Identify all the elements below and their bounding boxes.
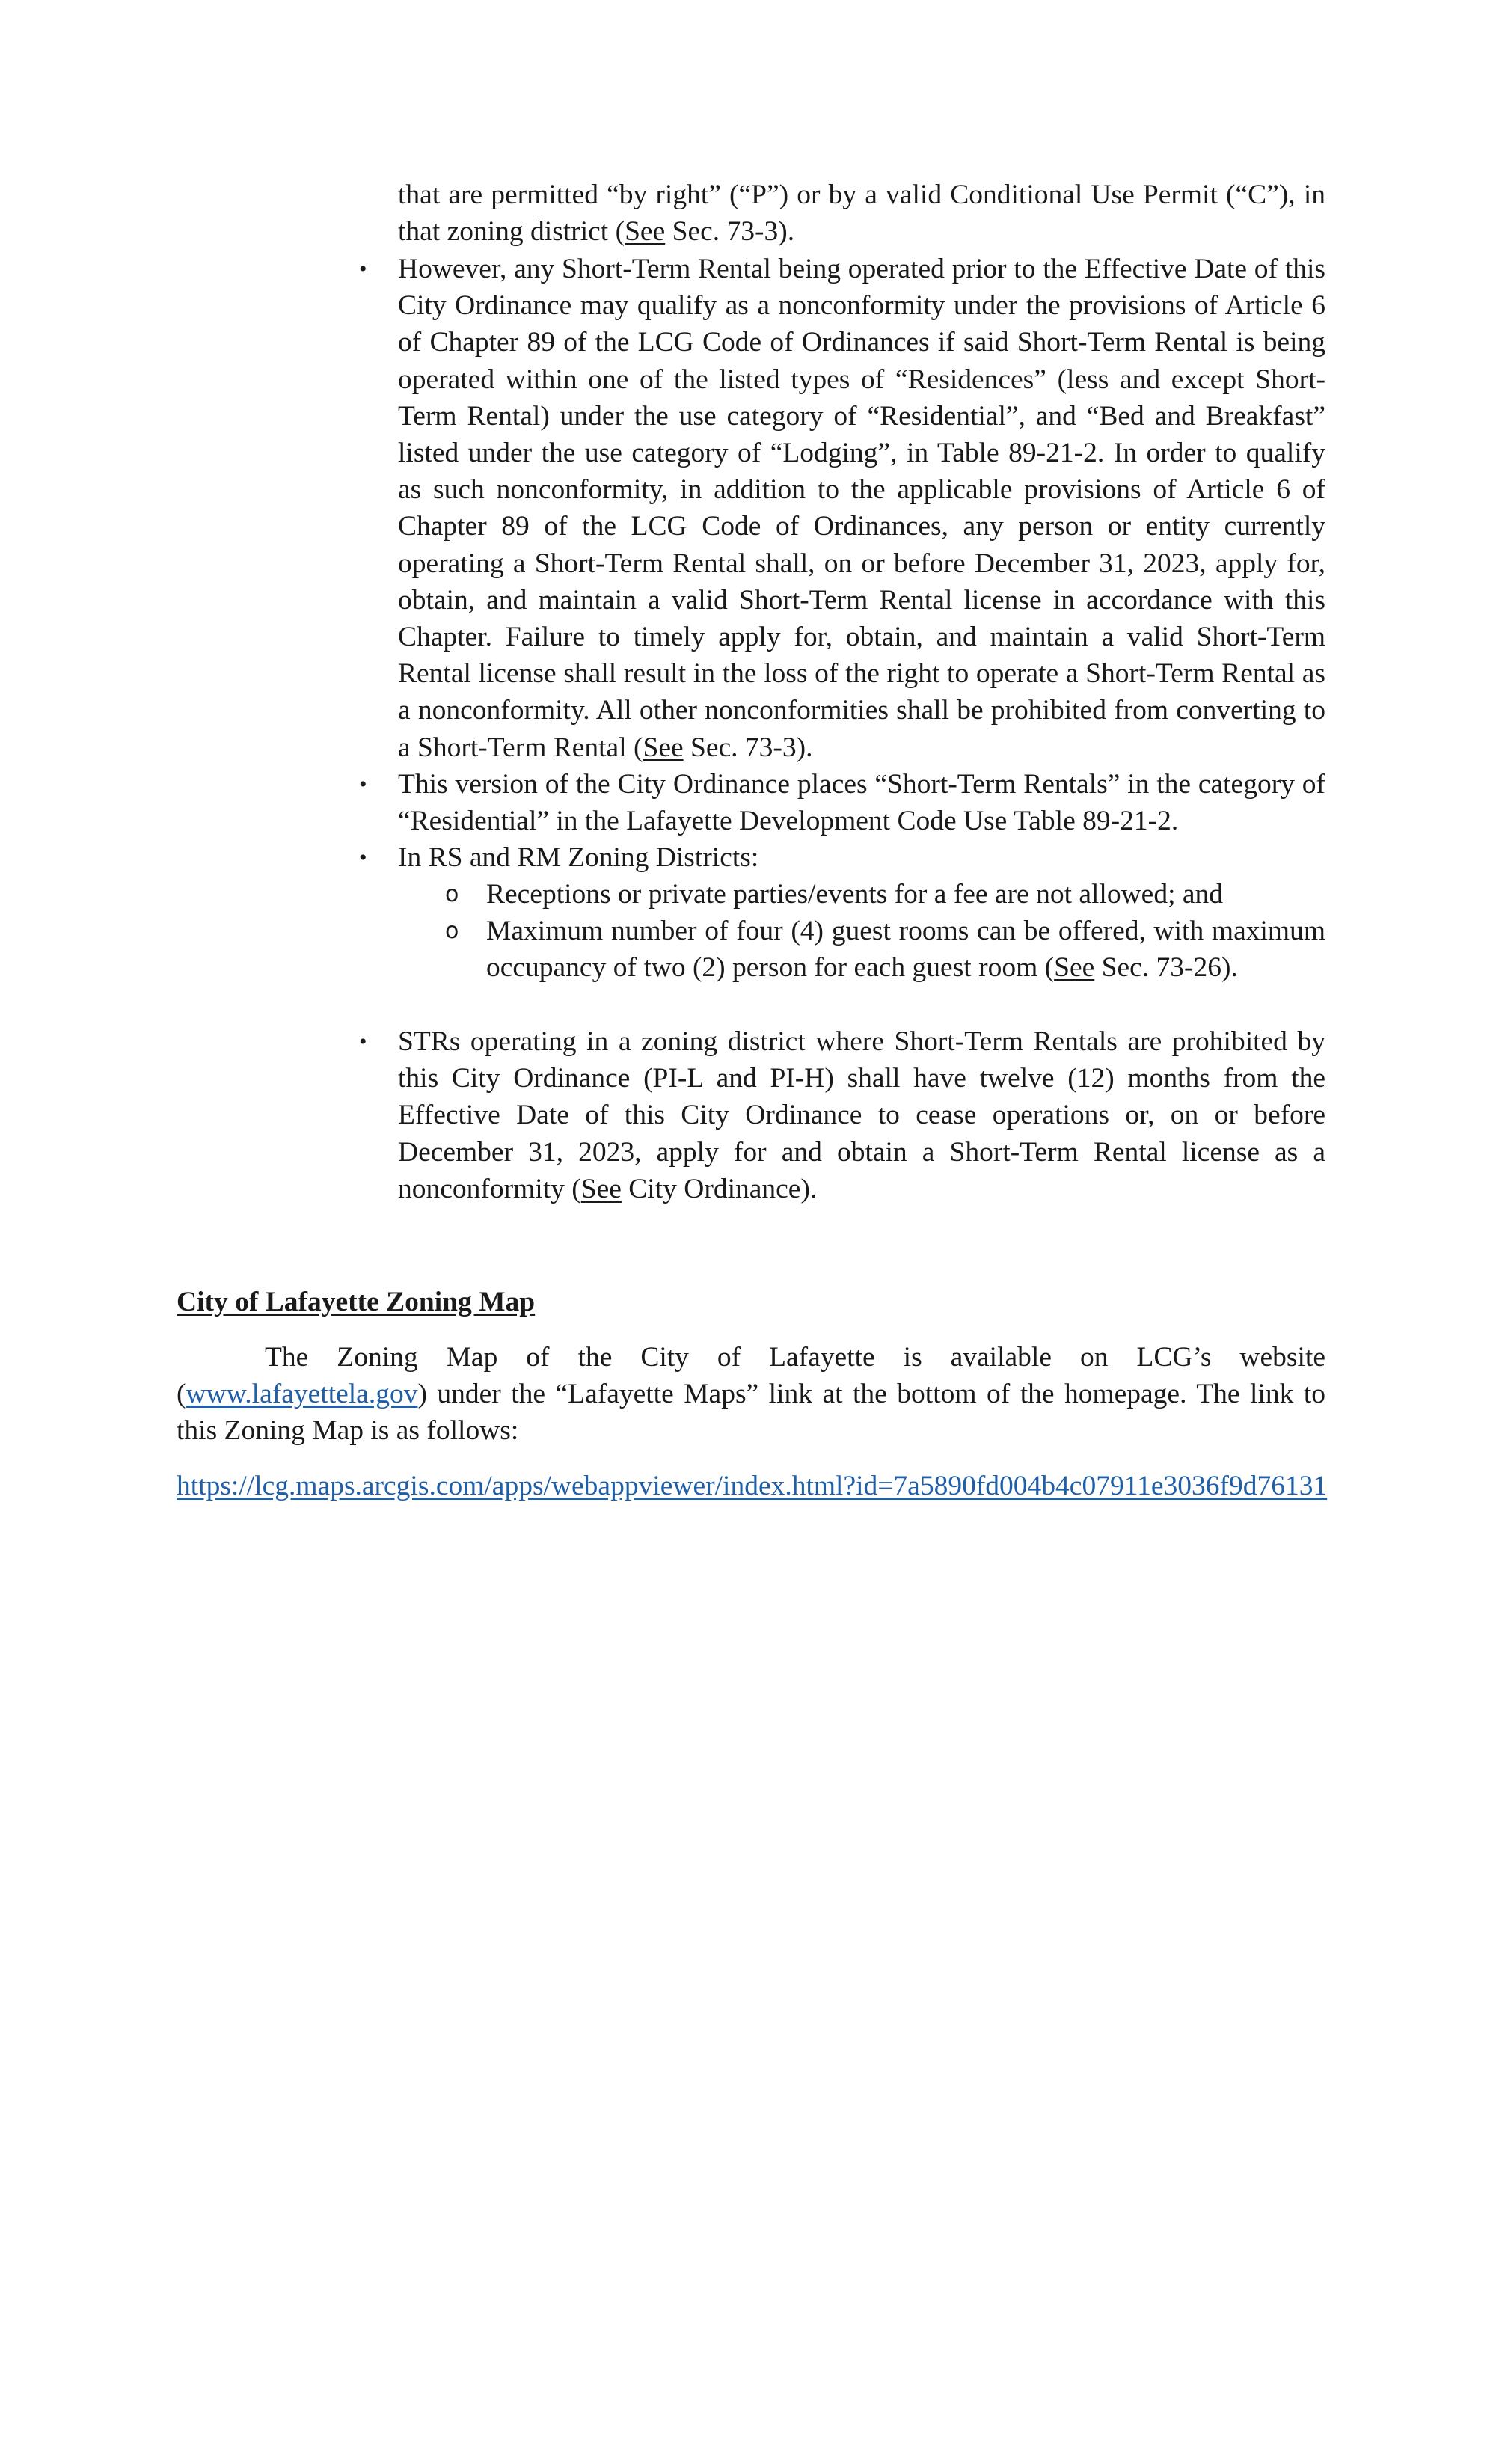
bullet-icon: • xyxy=(359,1029,367,1054)
see-reference: See xyxy=(625,216,666,248)
bullet-icon: • xyxy=(359,257,367,281)
sub-bullet-icon: o xyxy=(445,881,459,907)
website-link[interactable]: www.lafayettela.gov xyxy=(186,1379,418,1410)
sub-list-item-guest-rooms: o Maximum number of four (4) guest rooms can be offered, with maximum occupancy of two (2) person for each guest room (See Sec. 73-26). xyxy=(486,913,1325,986)
bullet-icon: • xyxy=(359,772,367,797)
see-reference: See xyxy=(580,1173,622,1204)
list-item-rs-rm-districts: • In RS and RM Zoning Districts: xyxy=(398,839,1325,876)
list-item-residential-category: • This version of the City Ordinance places “Short-Term Rentals” in the category of “Residential” in the Lafayette Development Code Use Table 89-21-2. xyxy=(398,766,1325,839)
sub-list-item-receptions: o Receptions or private parties/events for a fee are not allowed; and xyxy=(486,876,1325,913)
list-item-str-prohibited-districts: • STRs operating in a zoning district where Short-Term Rentals are prohibited by this City Ordinance (PI-L and PI-H) shall have twelve (12) months from the Effective Date of this City Ordinance to cease operations or, on or before December 31, 2023, apply for and obtain a Short-Term Rental license as a nonconformity (See City Ordinance). xyxy=(398,1023,1325,1207)
zoning-map-paragraph: The Zoning Map of the City of Lafayette is available on LCG’s website (www.lafayettela.gov) under the “Lafayette Maps” link at the bottom of the homepage. The link to this Zoning Map is as follows: xyxy=(177,1342,1325,1447)
see-reference: See xyxy=(1054,952,1095,984)
section-heading: City of Lafayette Zoning Map xyxy=(177,1287,536,1317)
zoning-map-url-container xyxy=(177,1468,1328,1504)
list-item-nonconformity: • However, any Short-Term Rental being operated prior to the Effective Date of this City Ordinance may qualify as a nonconformity under the provisions of Article 6 of Chapter 89 of the LCG Code of Ordinances if said Short-Term Rental is being operated within one of the listed types of “Residences” (less and except Short-Term Rental) under the use category of “Residential”, and “Bed and Breakfast” listed under the use category of “Lodging”, in Table 89-21-2. In order to qualify as such nonconformity, in addition to the applicable provisions of Article 6 of Chapter 89 of the LCG Code of Ordinances, any person or entity currently operating a Short-Term Rental shall, on or before December 31, 2023, apply for, obtain, and maintain a valid Short-Term Rental license in accordance with this Chapter. Failure to timely apply for, obtain, and maintain a valid Short-Term Rental license shall result in the loss of the right to operate a Short-Term Rental as a nonconformity. All other nonconformities shall be prohibited from converting to a Short-Term Rental (See Sec. 73-3). xyxy=(398,251,1325,766)
see-reference: See xyxy=(643,732,684,763)
continuation-paragraph: that are permitted “by right” (“P”) or by a valid Conditional Use Permit (“C”), in that zoning district (See Sec. 73-3). xyxy=(398,180,1325,248)
sub-bullet-icon: o xyxy=(445,918,459,944)
bullet-icon: • xyxy=(359,845,367,870)
zoning-map-link[interactable]: https://lcg.maps.arcgis.com/apps/webappviewer/index.html?id=7a5890fd004b4c07911e3036f9d76131 xyxy=(177,1471,1328,1501)
